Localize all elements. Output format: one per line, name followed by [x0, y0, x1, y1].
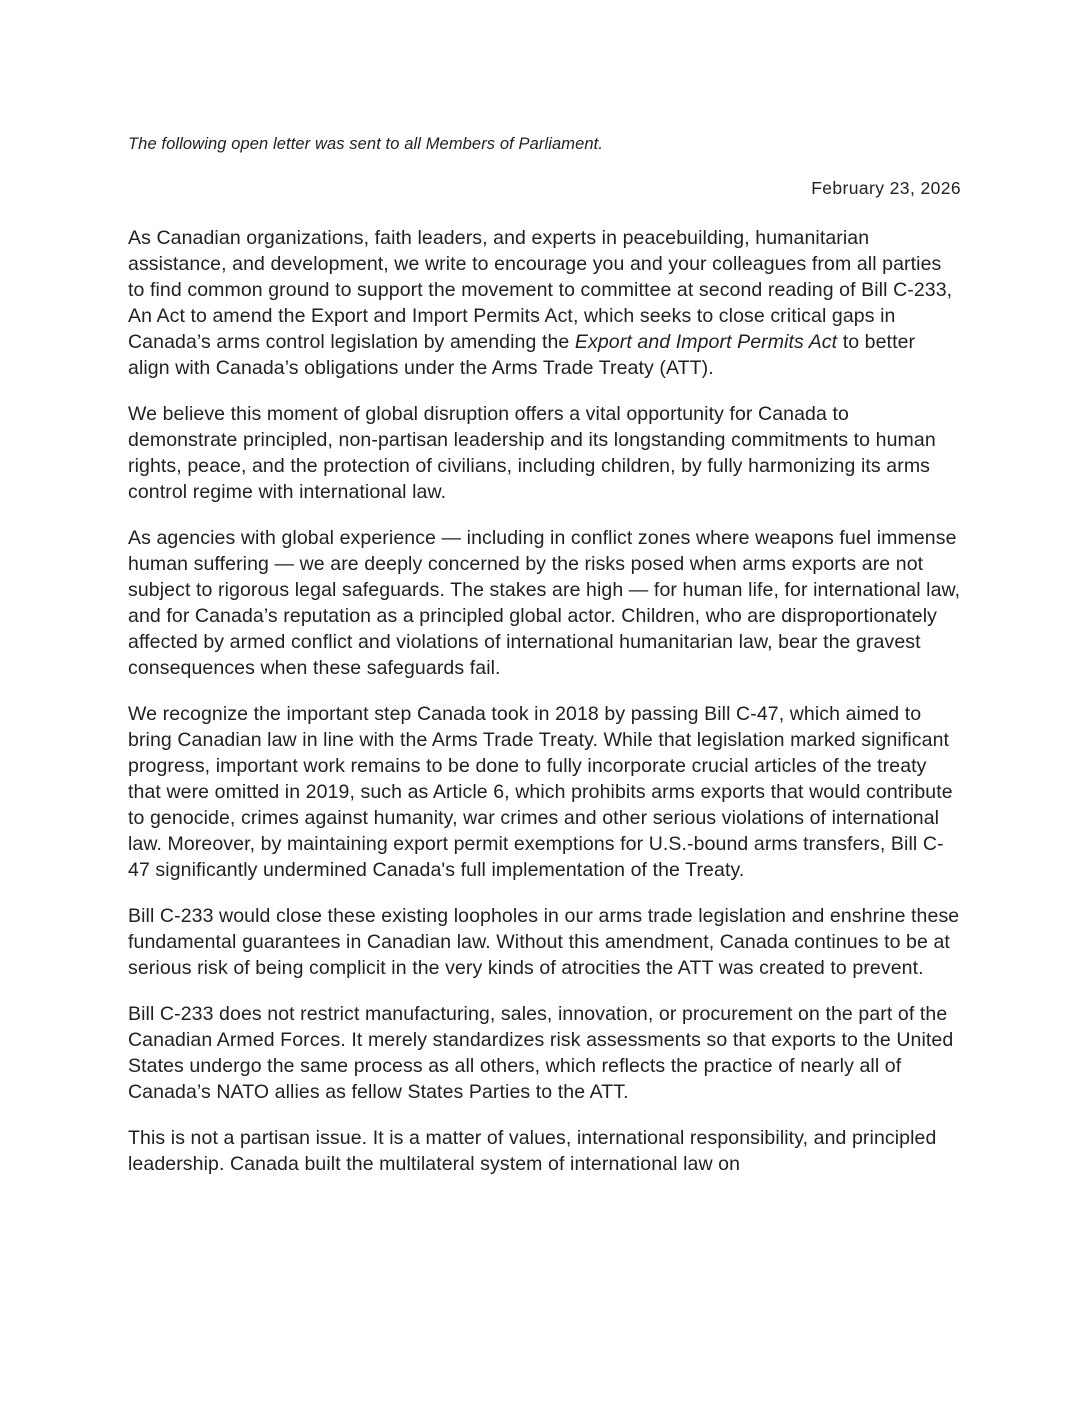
text-run: This is not a partisan issue. It is a matter of values, international responsibility, and principled leadership. Canada built the multilateral system of international law on [128, 1127, 937, 1175]
paragraph [128, 903, 961, 981]
italic-text-run: Export and Import Permits Act [574, 331, 838, 353]
letter-body [128, 225, 961, 1177]
text-run: As Canadian organizations, faith leaders, and experts in peacebuilding, humanitarian assistance, and development, we write to encourage you and your colleagues from all parties to find common ground to support the movement to committee at second reading of Bill C-233, An Act to amend the Export and Import Permits Act, which seeks to close critical gaps in Canada’s arms control legislation by amending the [128, 227, 953, 353]
paragraph [128, 401, 961, 505]
text-run: We believe this moment of global disruption offers a vital opportunity for Canada to demonstrate principled, non-partisan leadership and its longstanding commitments to human rights, peace, and the protection of civilians, including children, by fully harmonizing its arms control regime with international law. [128, 403, 936, 503]
paragraph [128, 225, 961, 381]
text-run: We recognize the important step Canada took in 2018 by passing Bill C-47, which aimed to bring Canadian law in line with the Arms Trade Treaty. While that legislation marked significant progress, important work remains to be done to fully incorporate crucial articles of the treaty that were omitted in 2019, such as Article 6, which prohibits arms exports that would contribute to genocide, crimes against humanity, war crimes and other serious violations of international law. Moreover, by maintaining export permit exemptions for U.S.-bound arms transfers, Bill C-47 significantly undermined Canada's full implementation of the Treaty. [128, 703, 953, 881]
text-run: As agencies with global experience — including in conflict zones where weapons fuel immense human suffering — we are deeply concerned by the risks posed when arms exports are not subject to rigorous legal safeguards. The stakes are high — for human life, for international law, and for Canada’s reputation as a principled global actor. Children, who are disproportionately affected by armed conflict and violations of international humanitarian law, bear the gravest consequences when these safeguards fail. [128, 527, 961, 679]
paragraph [128, 525, 961, 681]
letter-preface: The following open letter was sent to all Members of Parliament. [128, 135, 604, 153]
paragraph [128, 1125, 961, 1177]
letter-date: February 23, 2026 [811, 178, 961, 198]
text-run: Bill C-233 does not restrict manufacturing, sales, innovation, or procurement on the part of the Canadian Armed Forces. It merely standardizes risk assessments so that exports to the United States undergo the same process as all others, which reflects the practice of nearly all of Canada’s NATO allies as fellow States Parties to the ATT. [128, 1003, 954, 1103]
text-run: to better align with Canada’s obligations under the Arms Trade Treaty (ATT). [128, 331, 916, 379]
paragraph [128, 701, 961, 883]
paragraph [128, 1001, 961, 1105]
text-run: Bill C-233 would close these existing loopholes in our arms trade legislation and enshrine these fundamental guarantees in Canadian law. Without this amendment, Canada continues to be at serious risk of being complicit in the very kinds of atrocities the ATT was created to prevent. [128, 905, 960, 979]
